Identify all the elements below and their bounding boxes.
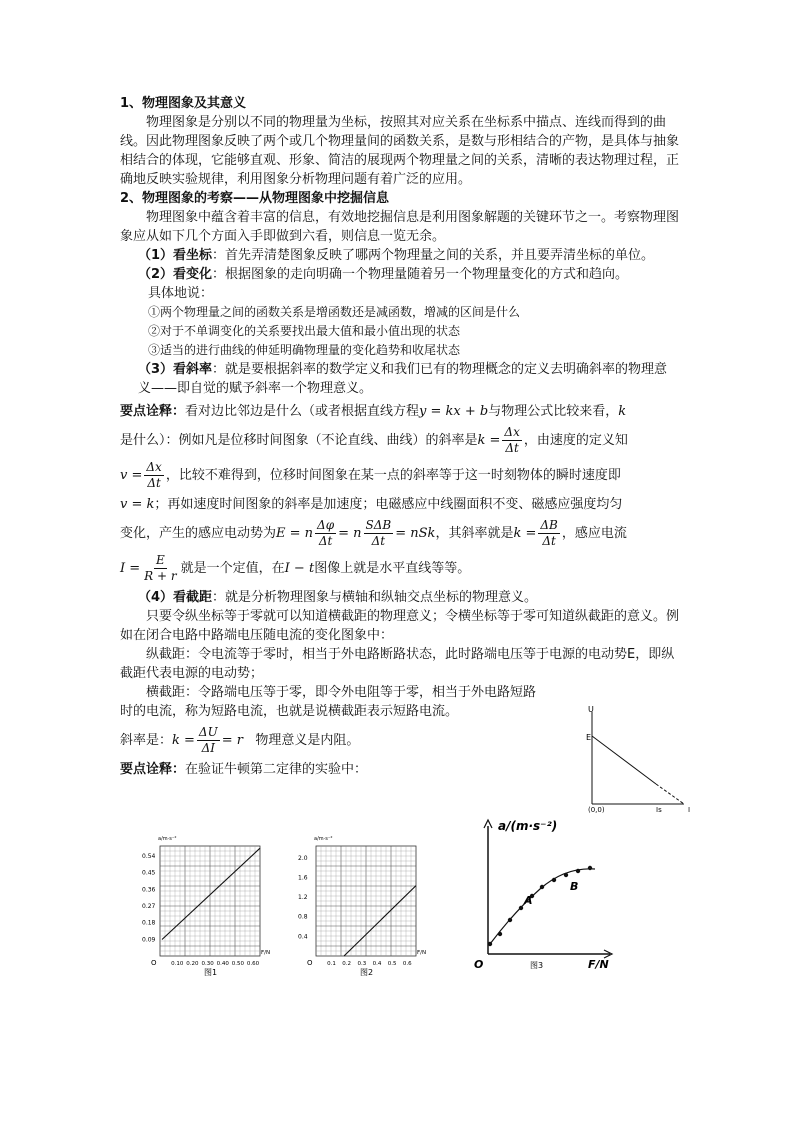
fraction: $\frac{\text{SΔB}}{\Delta t}$ — [365, 518, 392, 548]
x-tick-label: 0.10 — [171, 961, 184, 967]
x-tick-label: 0.20 — [186, 961, 199, 967]
e-label: E — [586, 733, 592, 742]
x-tick-label: 0.6 — [402, 961, 412, 967]
x-tick-label: 0.2 — [342, 961, 352, 967]
figure-caption: 图2 — [360, 968, 374, 976]
key-point-line4: v = k；再如速度时间图象的斜率是加速度；电磁感应中线圈面积不变、磁感应强度均匀 — [120, 497, 623, 512]
key-point-line3: v = $\frac{\Delta x}{\Delta t}$ ，比较不难得到，位移时间图象在某一点的斜率等于这一时刻物体的瞬时速度即 — [120, 460, 621, 490]
x-tick-label: 0.1 — [327, 961, 336, 967]
y-tick-label: 0.18 — [142, 919, 156, 927]
item-look-change: （2）看变化：根据图象的走向明确一个物理量随着另一个物理量变化的方式和趋向。 — [138, 267, 629, 282]
figure-2-graph — [296, 826, 426, 976]
y-tick-label: 0.45 — [142, 869, 156, 877]
ui-line-extension — [656, 784, 684, 804]
key-point-line5: 变化，产生的感应电动势为E = n $\frac{\Delta\varphi}{\Delta t}$ = n $\frac{\text{SΔB}}{\Delta t}$ = nSk，其斜率就是k = $\frac{\Delta B}{\Delta t}$ ，感应电流 — [120, 518, 627, 548]
origin-label: (0,0) — [588, 806, 605, 814]
fraction: $\frac{\Delta\varphi}{\Delta t}$ — [317, 518, 335, 548]
y-tick-label: 0.27 — [142, 903, 156, 910]
x-axis-label: F/N — [417, 950, 426, 956]
y-tick-label: 0.09 — [142, 936, 156, 944]
y-intercept-paragraph: 纵截距：令电流等于零时，相当于外电路断路状态，此时路端电压等于电源的电动势E，即纵截距代表电源的电动势； — [120, 647, 675, 681]
y-tick-label: 0.54 — [142, 853, 156, 860]
data-point — [488, 942, 492, 946]
key-point-2: 要点诠释：在验证牛顿第二定律的实验中： — [120, 762, 368, 777]
point-a-label: A — [524, 894, 533, 907]
section1-paragraph: 物理图象是分别以不同的物理量为坐标，按照其对应关系在坐标系中描点、连线而得到的曲线。因此物理图象反映了两个或几个物理量间的函数关系，是数与形相结合的产物，是具体与抽象相结合的体现，它能够直观、形象、简洁的展现两个物理量之间的关系，清晰的表达物理过程，正确地反映实验规律，利用图象分析物理问题有着广泛的应用。 — [120, 115, 680, 187]
slope-line: 斜率是：k = $\frac{\Delta U}{\Delta I}$ = r 物理意义是内阻。 — [120, 725, 360, 755]
point-b-label: B — [570, 880, 579, 893]
data-point — [519, 906, 523, 910]
fraction: $\frac{\Delta x}{\Delta t}$ — [146, 460, 162, 490]
data-point — [552, 878, 556, 882]
y-tick-label: 0.8 — [298, 913, 308, 921]
figure-caption: 图3 — [530, 961, 544, 970]
data-point — [564, 873, 568, 877]
origin-label: O — [151, 959, 157, 967]
fraction: $\frac{E}{R + r}$ — [144, 553, 177, 583]
y-axis-label: a/m·s⁻² — [158, 836, 177, 842]
key-point-line1: 要点诠释：看对边比邻边是什么（或者根据直线方程y = kx + b与物理公式比较来看，k — [120, 404, 627, 419]
list-item: ③适当的进行曲线的伸延明确物理量的变化趋势和收尾状态 — [148, 343, 461, 357]
intercept-paragraph: 只要令纵坐标等于零就可以知道横截距的物理意义；令横坐标等于零可知道纵截距的意义。例如在闭合电路中路端电压随电流的变化图象中： — [120, 609, 680, 643]
origin-label: O — [307, 959, 313, 967]
fraction: $\frac{\Delta U}{\Delta I}$ — [198, 725, 218, 755]
x-intercept-paragraph: 横截距：令路端电压等于零，即令外电阻等于零，相当于外电路短路时的电流，称为短路电流，也就是说横截距表示短路电流。 — [120, 685, 537, 719]
key-point-line2: 是什么）：例如凡是位移时间图象（不论直线、曲线）的斜率是k = $\frac{\Delta x}{\Delta t}$ ，由速度的定义知 — [120, 425, 628, 455]
u-label: U — [588, 705, 594, 714]
i-label: I — [688, 806, 691, 814]
data-point — [588, 866, 592, 870]
x-tick-label: 0.4 — [372, 961, 382, 967]
ui-line — [592, 736, 656, 784]
list-item: ②对于不单调变化的关系要找出最大值和最小值出现的状态 — [148, 324, 461, 338]
x-tick-label: 0.5 — [387, 961, 397, 967]
y-tick-label: 0.4 — [298, 933, 308, 941]
y-axis-label: a/m·s⁻² — [314, 836, 333, 842]
y-tick-label: 1.6 — [298, 874, 308, 882]
x-tick-label: 0.50 — [231, 961, 245, 967]
x-tick-label: 0.3 — [357, 961, 367, 967]
is-label: Is — [656, 806, 662, 814]
data-point — [576, 869, 580, 873]
data-point — [498, 932, 502, 936]
x-tick-label: 0.60 — [246, 961, 260, 967]
item-look-intercept: （4）看截距：就是分析物理图象与横轴和纵轴交点坐标的物理意义。 — [138, 590, 538, 605]
x-tick-label: 0.40 — [216, 961, 229, 967]
data-curve — [490, 869, 595, 944]
y-tick-label: 2.0 — [298, 854, 308, 862]
item-look-slope: （3）看斜率：就是要根据斜率的数学定义和我们已有的物理概念的定义去明确斜率的物理意义——即自觉的赋予斜率一个物理意义。 — [138, 362, 668, 396]
item2-sub: 具体地说： — [148, 286, 214, 301]
fraction: $\frac{\Delta B}{\Delta t}$ — [540, 518, 558, 548]
section1-heading: 1、物理图象及其意义 — [120, 96, 247, 111]
section2-heading: 2、物理图象的考察——从物理图象中挖掘信息 — [120, 191, 390, 206]
figure-3-graph — [470, 816, 620, 976]
figure-1-graph — [140, 826, 270, 976]
item-look-axes: （1）看坐标：首先弄清楚图象反映了哪两个物理量之间的关系，并且要弄清坐标的单位。 — [138, 248, 655, 263]
y-tick-label: 1.2 — [298, 894, 308, 902]
document-body — [120, 94, 680, 779]
y-axis-label: a/(m·s⁻²) — [498, 819, 558, 833]
x-axis-label: F/N — [588, 958, 609, 971]
data-point — [540, 885, 544, 889]
y-tick-label: 0.36 — [142, 886, 156, 894]
fraction: $\frac{\Delta x}{\Delta t}$ — [504, 425, 520, 455]
key-point-line6: I = $\frac{E}{R + r}$ 就是一个定值，在I − t图像上就是水平直线等等。 — [120, 553, 471, 583]
x-tick-label: 0.30 — [201, 961, 214, 967]
ui-graph — [584, 704, 704, 814]
data-point — [508, 918, 512, 922]
origin-label: O — [474, 958, 484, 971]
x-axis-label: F/N — [261, 950, 270, 956]
list-item: ①两个物理量之间的函数关系是增函数还是减函数，增减的区间是什么 — [148, 305, 521, 319]
figure-caption: 图1 — [204, 968, 218, 976]
section2-paragraph: 物理图象中蕴含着丰富的信息，有效地挖掘信息是利用图象解题的关键环节之一。考察物理图象应从如下几个方面入手即做到六看，则信息一览无余。 — [120, 210, 680, 244]
